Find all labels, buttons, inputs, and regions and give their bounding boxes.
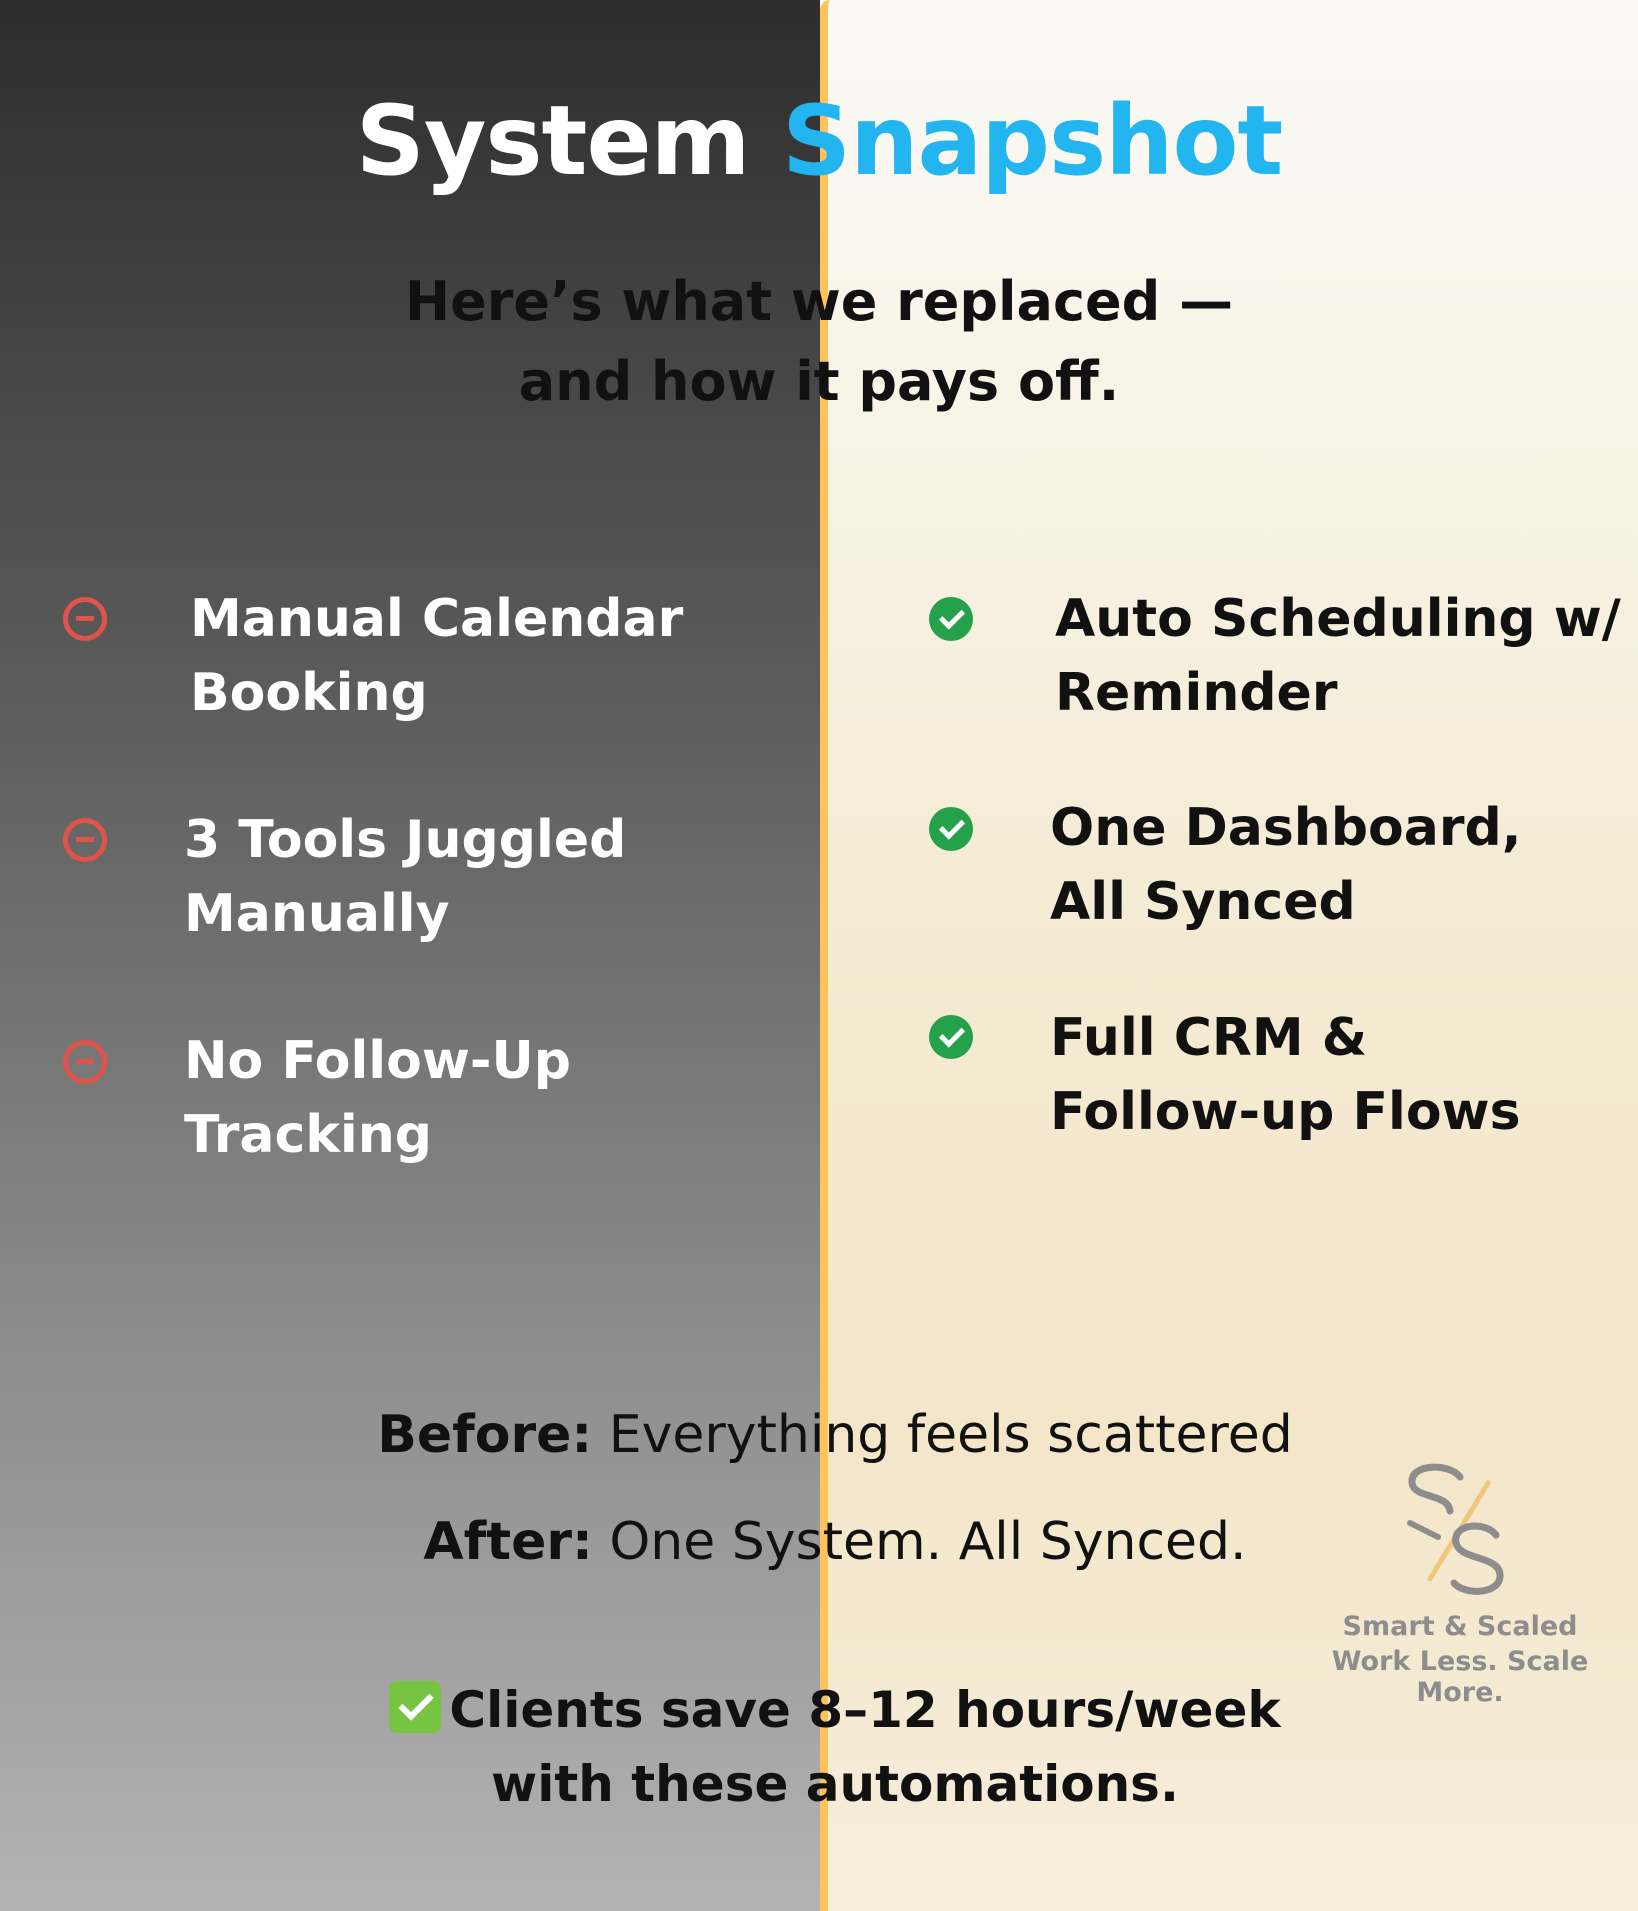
minus-circle-icon <box>63 818 107 862</box>
after-item-line: Follow-up Flows <box>1050 1082 1521 1142</box>
after-item-line: Full CRM & <box>1050 1008 1368 1068</box>
after-summary-text: One System. All Synced. <box>609 1512 1247 1572</box>
title-snapshot: Snapshot <box>782 85 1283 197</box>
page-title <box>0 85 1638 197</box>
subtitle-line-2: and how it pays off. <box>518 350 1120 413</box>
page-subtitle <box>0 262 1638 422</box>
after-item-line: Auto Scheduling w/ <box>1055 589 1621 649</box>
before-item-line: Booking <box>190 663 428 723</box>
after-item-dashboard <box>1050 791 1638 939</box>
check-circle-icon <box>929 807 973 851</box>
before-item-calendar <box>190 582 790 730</box>
before-summary-text: Everything feels scattered <box>608 1405 1293 1465</box>
before-summary-label: Before: <box>377 1405 593 1465</box>
before-item-line: Manual Calendar <box>190 589 684 649</box>
check-mark-emoji-icon <box>389 1681 441 1733</box>
subtitle-line-1: Here’s what we replaced — <box>404 270 1234 333</box>
minus-circle-icon <box>63 597 107 641</box>
after-item-line: All Synced <box>1050 872 1356 932</box>
after-item-crm <box>1050 1001 1638 1149</box>
check-circle-icon <box>929 1015 973 1059</box>
before-item-followup <box>184 1024 784 1172</box>
check-circle-icon <box>929 597 973 641</box>
brand-name: Smart & Scaled <box>1342 1611 1578 1642</box>
after-item-line: One Dashboard, <box>1050 798 1522 858</box>
savings-line-2: with these automations. <box>491 1755 1179 1813</box>
savings-text-1: Clients save 8–12 hours/week <box>449 1681 1281 1739</box>
brand-tagline: Work Less. Scale More. <box>1331 1646 1589 1708</box>
before-item-line: No Follow-Up <box>184 1031 571 1091</box>
after-summary-label: After: <box>423 1512 593 1572</box>
after-item-scheduling <box>1055 582 1638 730</box>
brand-monogram-icon <box>1390 1455 1530 1605</box>
title-system: System <box>355 85 750 197</box>
after-item-line: Reminder <box>1055 663 1338 723</box>
before-item-tools <box>184 803 784 951</box>
minus-circle-icon <box>63 1040 107 1084</box>
before-item-line: Manually <box>184 884 450 944</box>
brand-logo <box>1300 1455 1620 1708</box>
before-item-line: 3 Tools Juggled <box>184 810 627 870</box>
before-item-line: Tracking <box>184 1105 432 1165</box>
